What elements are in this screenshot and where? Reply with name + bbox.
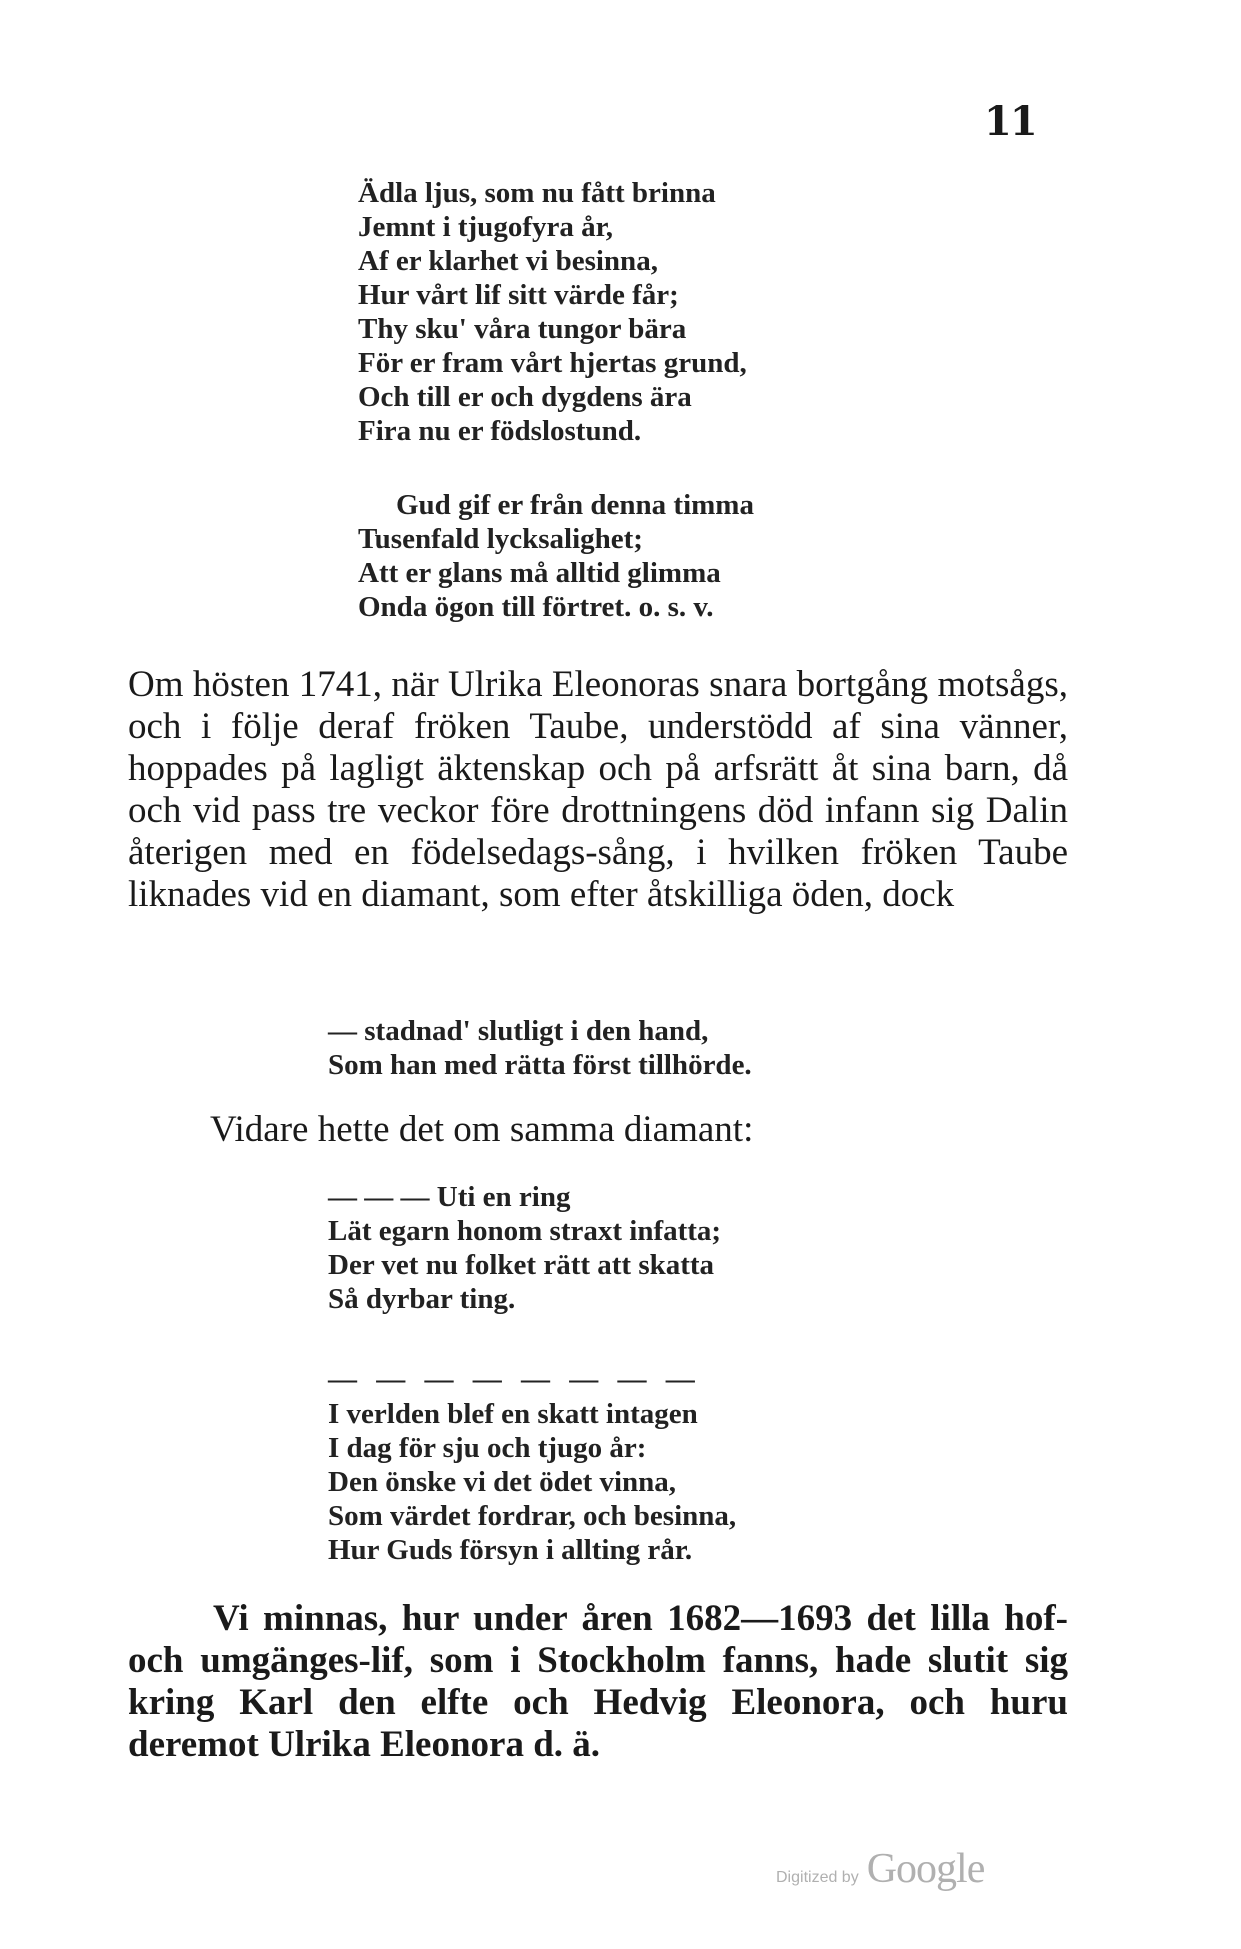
verse-stanza-3 bbox=[328, 1014, 752, 1082]
paragraph-1: Om hösten 1741, när Ulrika Eleonoras snara bortgång motsågs, och i följe deraf fröken Taube, understödd af sina vänner, hoppades på lagligt äktenskap och på arfsrätt åt sina barn, då och vid pass tre veckor före drottningens död infann sig Dalin återigen med en födelsedags-sång, i hvilken fröken Taube liknades vid en diamant, som efter åtskilliga öden, dock bbox=[128, 664, 1068, 915]
verse-line: Thy sku' våra tungor bära bbox=[358, 313, 687, 345]
verse-line: Gud gif er från denna timma bbox=[396, 489, 754, 521]
verse-line: — stadnad' slutligt i den hand, bbox=[328, 1015, 709, 1047]
verse-line: Att er glans må alltid glimma bbox=[358, 557, 721, 589]
verse-line: Och till er och dygdens ära bbox=[358, 381, 692, 413]
watermark-prefix: Digitized by bbox=[776, 1869, 859, 1886]
verse-line: Onda ögon till förtret. o. s. v. bbox=[358, 591, 714, 623]
verse-line: Hur vårt lif sitt värde får; bbox=[358, 279, 679, 311]
verse-line: Som han med rätta först tillhörde. bbox=[328, 1049, 752, 1081]
verse-stanza-1 bbox=[358, 176, 747, 448]
verse-stanza-5 bbox=[328, 1397, 736, 1567]
verse-line: I verlden blef en skatt intagen bbox=[328, 1398, 698, 1430]
ellipsis-dash-line: — — — — — — — — bbox=[328, 1363, 701, 1395]
verse-line: Ädla ljus, som nu fått brinna bbox=[358, 177, 716, 209]
digitized-watermark bbox=[776, 1845, 984, 1893]
verse-line: Jemnt i tjugofyra år, bbox=[358, 211, 614, 243]
verse-line: Som värdet fordrar, och besinna, bbox=[328, 1500, 737, 1532]
verse-line: Den önske vi det ödet vinna, bbox=[328, 1466, 677, 1498]
verse-line: För er fram vårt hjertas grund, bbox=[358, 347, 747, 379]
paragraph-2: Vidare hette det om samma diamant: bbox=[210, 1109, 754, 1150]
google-logo: Google bbox=[866, 1846, 985, 1892]
verse-line: Hur Guds försyn i allting rår. bbox=[328, 1534, 693, 1566]
verse-line: Tusenfald lycksalighet; bbox=[358, 523, 643, 555]
verse-stanza-2 bbox=[358, 488, 754, 624]
page-number: 11 bbox=[984, 98, 1036, 145]
verse-line: Der vet nu folket rätt att skatta bbox=[328, 1249, 715, 1281]
paragraph-3: Vi minnas, hur under åren 1682—1693 det lilla hof- och umgänges-lif, som i Stockholm fanns, hade slutit sig kring Karl den elfte och Hedvig Eleonora, och huru deremot Ulrika Eleonora d. ä. bbox=[128, 1598, 1068, 1765]
verse-line: — — — Uti en ring bbox=[328, 1181, 571, 1213]
verse-line: Så dyrbar ting. bbox=[328, 1283, 516, 1315]
verse-line: Fira nu er födslostund. bbox=[358, 415, 642, 447]
verse-line: I dag för sju och tjugo år: bbox=[328, 1432, 647, 1464]
verse-line: Af er klarhet vi besinna, bbox=[358, 245, 658, 277]
verse-stanza-4 bbox=[328, 1180, 721, 1316]
verse-line: Lät egarn honom straxt infatta; bbox=[328, 1215, 722, 1247]
